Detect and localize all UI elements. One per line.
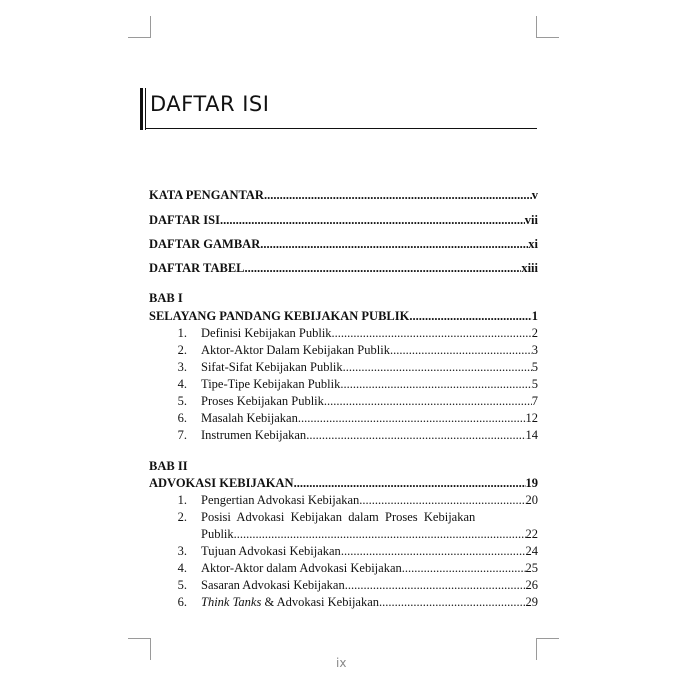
crop-mark bbox=[150, 638, 151, 660]
toc-entry-daftar-isi[interactable]: DAFTAR ISI ..... vii bbox=[149, 213, 538, 229]
toc-subentry[interactable]: 6. Think Tanks & Advokasi Kebijakan ..... 29 bbox=[149, 595, 538, 611]
toc-entry-chapter-2[interactable]: ADVOKASI KEBIJAKAN ..... 19 bbox=[149, 476, 538, 492]
title-rule bbox=[145, 128, 537, 129]
crop-mark bbox=[128, 638, 150, 639]
page-number: ix bbox=[336, 656, 347, 670]
page-title: DAFTAR ISI bbox=[150, 92, 270, 116]
crop-mark bbox=[536, 638, 537, 660]
toc-subentry[interactable]: 1. Definisi Kebijakan Publik ..... 2 bbox=[149, 326, 538, 342]
toc-entry-kata-pengantar[interactable]: KATA PENGANTAR ..... v bbox=[149, 188, 538, 204]
toc-entry-daftar-tabel[interactable]: DAFTAR TABEL ..... xiii bbox=[149, 261, 538, 277]
crop-mark bbox=[150, 16, 151, 38]
toc-entry-daftar-gambar[interactable]: DAFTAR GAMBAR ..... xi bbox=[149, 237, 538, 253]
toc-entry-chapter-1[interactable]: SELAYANG PANDANG KEBIJAKAN PUBLIK ..... 1 bbox=[149, 309, 538, 325]
crop-mark bbox=[128, 37, 150, 38]
crop-mark bbox=[537, 638, 559, 639]
title-bar bbox=[140, 88, 143, 130]
toc-subentry[interactable]: 5. Sasaran Advokasi Kebijakan ..... 26 bbox=[149, 578, 538, 594]
toc-subentry[interactable]: 3. Tujuan Advokasi Kebijakan ..... 24 bbox=[149, 544, 538, 560]
toc-subentry[interactable]: 2. Posisi Advokasi Kebijakan dalam Proses Kebijakan bbox=[177, 510, 476, 524]
crop-mark bbox=[536, 16, 537, 38]
toc-subentry[interactable]: 1. Pengertian Advokasi Kebijakan ..... 20 bbox=[149, 493, 538, 509]
chapter-heading: BAB II bbox=[149, 459, 188, 473]
toc-subentry[interactable]: 4. Tipe-Tipe Kebijakan Publik ..... 5 bbox=[149, 377, 538, 393]
title-bar bbox=[145, 88, 146, 130]
toc-subentry[interactable]: 3. Sifat-Sifat Kebijakan Publik ..... 5 bbox=[149, 360, 538, 376]
chapter-heading: BAB I bbox=[149, 291, 183, 305]
crop-mark bbox=[537, 37, 559, 38]
toc-subentry[interactable]: 5. Proses Kebijakan Publik ..... 7 bbox=[149, 394, 538, 410]
toc-subentry[interactable]: 2. Aktor-Aktor Dalam Kebijakan Publik ..... 3 bbox=[149, 343, 538, 359]
toc-subentry[interactable]: 7. Instrumen Kebijakan ..... 14 bbox=[149, 428, 538, 444]
toc-subentry[interactable]: 6. Masalah Kebijakan ..... 12 bbox=[149, 411, 538, 427]
toc-subentry-continuation[interactable]: Publik ..... 22 bbox=[149, 527, 538, 543]
toc-subentry[interactable]: 4. Aktor-Aktor dalam Advokasi Kebijakan ..... 25 bbox=[149, 561, 538, 577]
